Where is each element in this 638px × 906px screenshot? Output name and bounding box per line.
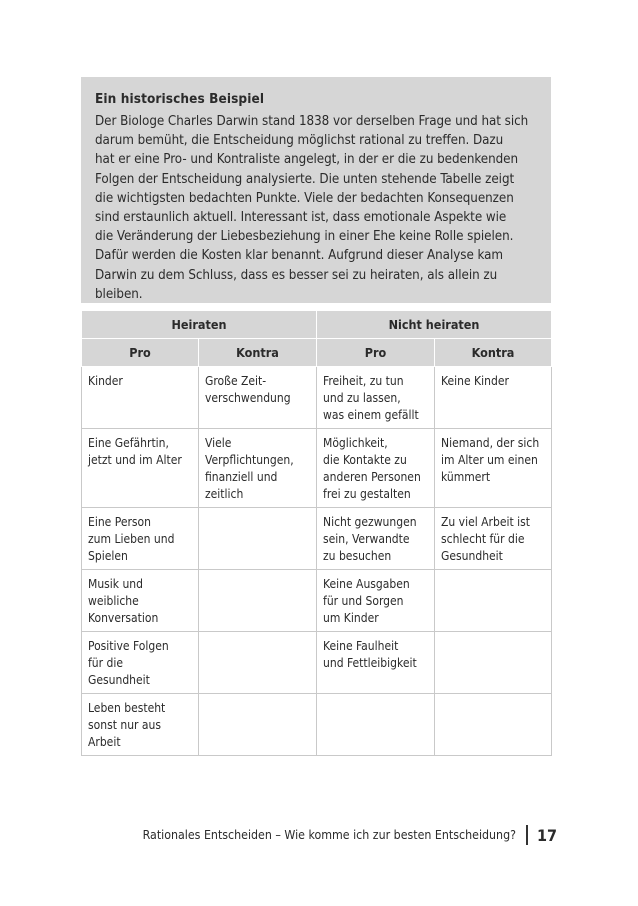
cell-line: Gesundheit: [88, 673, 150, 687]
group-header-heiraten: Heiraten: [82, 311, 317, 339]
cell-line: zum Lieben und: [88, 532, 175, 546]
cell-line: und zu lassen,: [323, 391, 401, 405]
table-cell: [317, 694, 435, 756]
example-text-line: Darwin zu dem Schluss, dass es besser sei zu heiraten, als allein zu: [95, 267, 498, 283]
cell-line: Eine Gefährtin,: [88, 436, 169, 450]
cell-line: schlecht für die: [441, 532, 525, 546]
table-cell: [317, 632, 435, 694]
table-cell: [199, 570, 317, 632]
cell-line: Freiheit, zu tun: [323, 374, 404, 388]
cell-line: Spielen: [88, 549, 128, 563]
table-cell: [317, 570, 435, 632]
cell-line: kümmert: [441, 470, 491, 484]
footer-divider: [526, 825, 528, 845]
table-cell: [82, 429, 199, 508]
cell-line: Niemand, der sich: [441, 436, 540, 450]
table-cell: [199, 694, 317, 756]
cell-line: sonst nur aus: [88, 718, 161, 732]
cell-line: finanziell und: [205, 470, 278, 484]
table-cell: [435, 570, 552, 632]
cell-line: Gesundheit: [441, 549, 503, 563]
cell-line: was einem gefällt: [323, 408, 419, 422]
table-cell: [317, 429, 435, 508]
cell-line: frei zu gestalten: [323, 487, 411, 501]
table-cell: [435, 694, 552, 756]
table-cell: [435, 367, 552, 429]
cell-line: Keine Ausgaben: [323, 577, 410, 591]
example-title: Ein historisches Beispiel: [95, 91, 265, 107]
column-header: Pro: [317, 339, 435, 367]
cell-line: jetzt und im Alter: [88, 453, 182, 467]
table-cell: [317, 367, 435, 429]
cell-line: anderen Personen: [323, 470, 421, 484]
example-text-line: darum bemüht, die Entscheidung möglichst rational zu treffen. Dazu: [95, 133, 504, 149]
cell-line: Leben besteht: [88, 701, 166, 715]
cell-line: verschwendung: [205, 391, 291, 405]
table-cell: [435, 508, 552, 570]
column-header: Kontra: [199, 339, 317, 367]
example-text-line: die Veränderung der Liebesbeziehung in einer Ehe keine Rolle spielen.: [95, 229, 514, 245]
group-header-row: [82, 311, 552, 339]
example-text-line: bleiben.: [95, 286, 143, 302]
table-row: [82, 508, 552, 570]
example-box: [81, 77, 551, 303]
cell-line: Große Zeit-: [205, 374, 267, 388]
column-header: Kontra: [435, 339, 552, 367]
example-text-line: Dafür werden die Kosten klar benannt. Aufgrund dieser Analyse kam: [95, 248, 504, 264]
cell-line: Zu viel Arbeit ist: [441, 515, 530, 529]
page-footer: [143, 825, 557, 845]
table-cell: [82, 367, 199, 429]
cell-line: zu besuchen: [323, 549, 392, 563]
table-row: [82, 632, 552, 694]
example-text-line: hat er eine Pro- und Kontraliste angelegt, in der er die zu bedenkenden: [95, 152, 519, 168]
table-row: [82, 694, 552, 756]
table-cell: [82, 632, 199, 694]
group-header-nicht-heiraten: Nicht heiraten: [317, 311, 552, 339]
table-cell: [199, 429, 317, 508]
table-row: [82, 570, 552, 632]
cell-line: Positive Folgen: [88, 639, 169, 653]
cell-line: und Fettleibigkeit: [323, 656, 417, 670]
example-text-line: die wichtigsten bedachten Punkte. Viele der bedachten Konsequenzen: [95, 190, 514, 206]
cell-line: im Alter um einen: [441, 453, 538, 467]
table-cell: [199, 367, 317, 429]
table-cell: [82, 508, 199, 570]
cell-line: Keine Faulheit: [323, 639, 399, 653]
table-cell: [199, 632, 317, 694]
table-cell: [317, 508, 435, 570]
darwin-pro-contra-table: [81, 310, 552, 756]
example-text: [95, 112, 537, 304]
cell-line: Eine Person: [88, 515, 151, 529]
example-text-line: Folgen der Entscheidung analysierte. Die unten stehende Tabelle zeigt: [95, 171, 515, 187]
cell-line: um Kinder: [323, 611, 379, 625]
table-cell: [82, 694, 199, 756]
cell-line: Keine Kinder: [441, 374, 509, 388]
cell-line: für und Sorgen: [323, 594, 404, 608]
cell-line: die Kontakte zu: [323, 453, 407, 467]
table-cell: [199, 508, 317, 570]
example-text-line: Der Biologe Charles Darwin stand 1838 vor derselben Frage und hat sich: [95, 114, 529, 129]
table-row: [82, 429, 552, 508]
cell-line: Konversation: [88, 611, 159, 625]
table-cell: [435, 429, 552, 508]
table-row: [82, 367, 552, 429]
cell-line: Musik und: [88, 577, 144, 591]
cell-line: zeitlich: [205, 487, 244, 501]
cell-line: sein, Verwandte: [323, 532, 410, 546]
footer-running-title: Rationales Entscheiden – Wie komme ich zur besten Entscheidung?: [142, 828, 516, 842]
table-body: [82, 367, 552, 756]
cell-line: Arbeit: [88, 735, 121, 749]
example-text-line: sind erstaunlich aktuell. Interessant ist, dass emotionale Aspekte wie: [95, 210, 507, 226]
cell-line: Verpflichtungen,: [205, 453, 294, 467]
table-cell: [435, 632, 552, 694]
cell-line: weibliche: [88, 594, 139, 608]
page-number: 17: [536, 825, 557, 845]
column-header-row: [82, 339, 552, 367]
cell-line: für die: [88, 656, 124, 670]
cell-line: Kinder: [88, 374, 123, 388]
cell-line: Viele: [205, 436, 232, 450]
cell-line: Möglichkeit,: [323, 436, 388, 450]
cell-line: Nicht gezwungen: [323, 515, 417, 529]
table-cell: [82, 570, 199, 632]
column-header: Pro: [82, 339, 199, 367]
